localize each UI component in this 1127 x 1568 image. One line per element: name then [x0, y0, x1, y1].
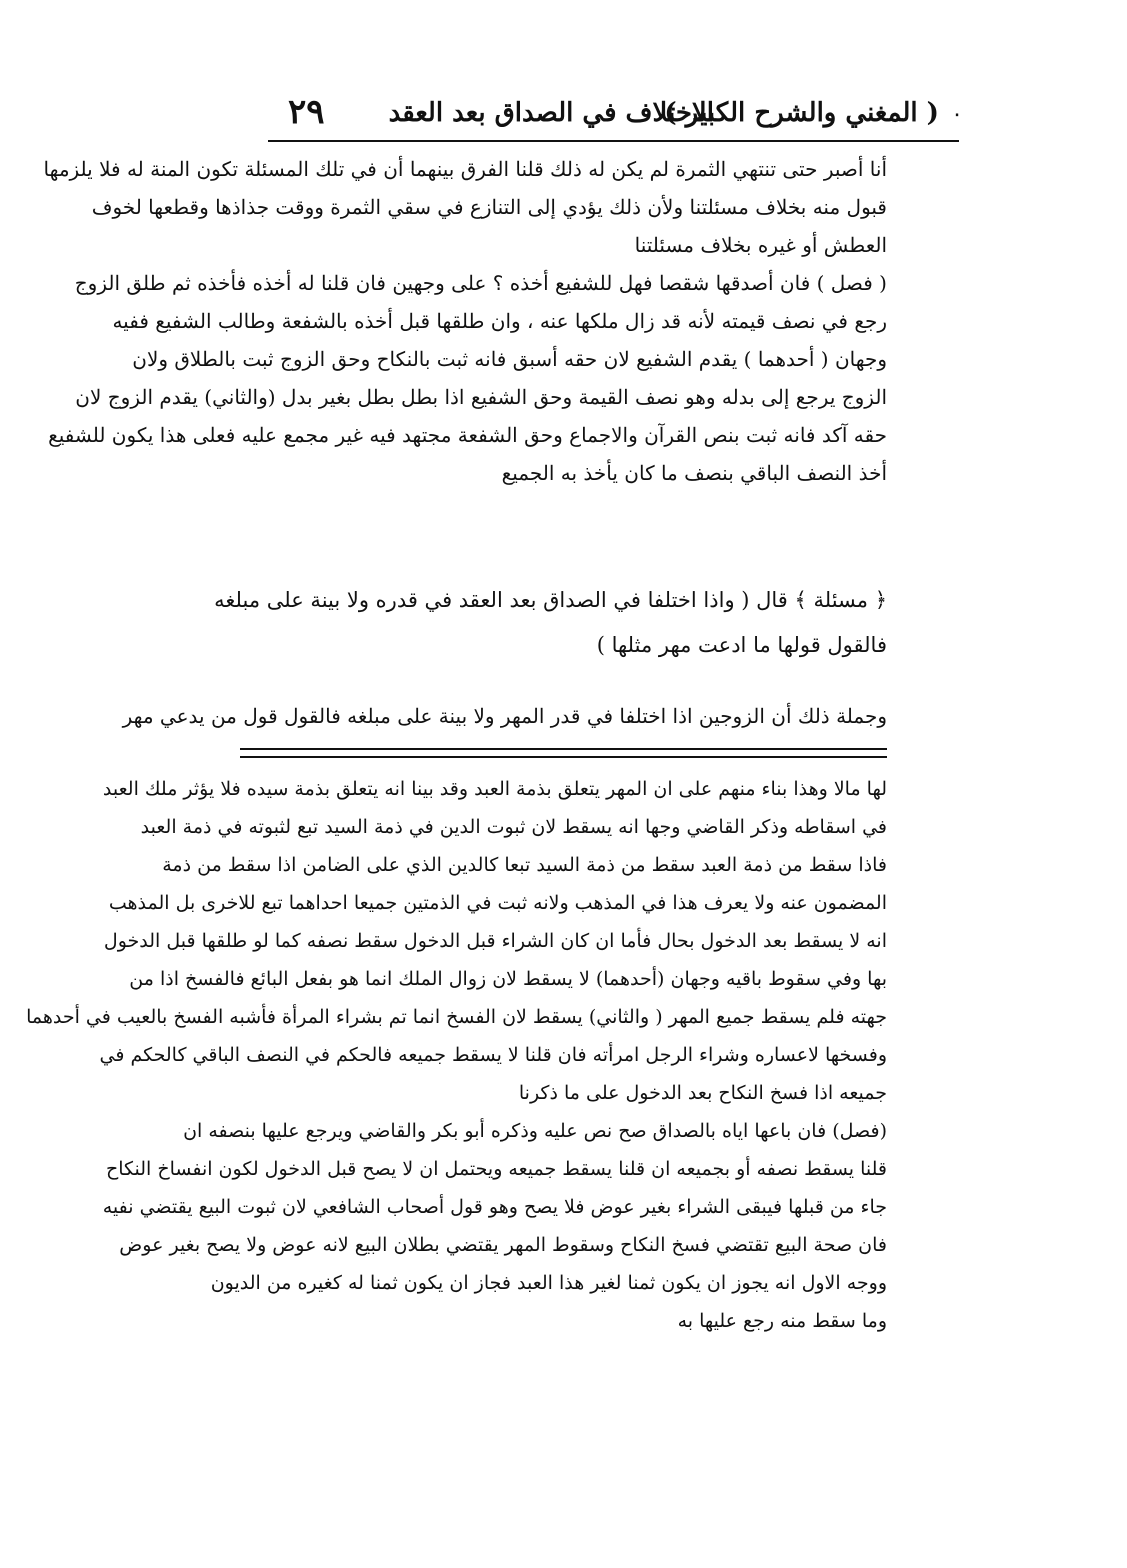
- text-line: فاذا سقط من ذمة العبد سقط من ذمة السيد تبعا كالدين الذي على الضامن اذا سقط من ذمة: [162, 854, 887, 876]
- text-line: حقه آكد فانه ثبت بنص القرآن والاجماع وحق الشفعة مجتهد فيه غير مجمع عليه فعلى هذا يكون للشفيع: [48, 423, 887, 447]
- text-line: انه لا يسقط بعد الدخول بحال فأما ان كان الشراء قبل الدخول سقط نصفه كما لو طلقها قبل الدخول: [103, 930, 887, 952]
- footnote-divider: [240, 748, 887, 750]
- text-line: وجملة ذلك أن الزوجين اذا اختلفا في قدر المهر ولا بينة على مبلغه فالقول قول من يدعي مهر: [122, 704, 887, 728]
- text-line: وفسخها لاعساره وشراء الرجل امرأته فان قلنا لا يسقط جميعه فالحكم في النصف الباقي كالحكم في: [99, 1044, 887, 1066]
- text-line: بها وفي سقوط باقيه وجهان (أحدهما) لا يسقط لان زوال الملك انما هو بفعل البائع فالفسخ اذا من: [129, 968, 887, 990]
- page-header: [268, 92, 963, 142]
- text-line: جاء من قبلها فيبقى الشراء بغير عوض فلا يصح وهو قول أصحاب الشافعي لان ثبوت البيع يقتضي نفيه: [102, 1196, 887, 1218]
- text-line: (فصل) فان باعها اياه بالصداق صح نص عليه وذكره أبو بكر والقاضي ويرجع عليها بنصفه ان: [183, 1120, 887, 1142]
- text-line: أنا أصبر حتى تنتهي الثمرة لم يكن له ذلك قلنا الفرق بينهما أن في تلك المسئلة تكون المنة له فلا يلزمها: [43, 157, 887, 181]
- text-line: جميعه اذا فسخ النكاح بعد الدخول على ما ذكرنا: [518, 1082, 887, 1104]
- text-line: الزوج يرجع إلى بدله وهو نصف القيمة وحق الشفيع اذا بطل بطل بغير بدل (والثاني) يقدم الزوج لان: [75, 385, 887, 409]
- text-line: ( فصل ) فان أصدقها شقصا فهل للشفيع أخذه ؟ على وجهين فان قلنا له أخذه فأخذه ثم طلق الزوج: [74, 271, 887, 295]
- text-line: المضمون عنه ولا يعرف هذا في المذهب ولانه ثبت في الذمتين جميعا احداهما تبع للاخرى بل المذهب: [108, 892, 887, 914]
- text-line: في اسقاطه وذكر القاضي وجها انه يسقط لان ثبوت الدين في ذمة السيد تبع لثبوته في ذمة العبد: [140, 816, 887, 838]
- text-line: وجهان ( أحدهما ) يقدم الشفيع لان حقه أسبق فانه ثبت بالنكاح وحق الزوج ثبت بالطلاق ولان: [132, 347, 887, 371]
- book-title: ( المغني والشرح الكبير ): [664, 98, 939, 128]
- page-number: ٢٩: [288, 92, 325, 132]
- chapter-title: الاختلاف في الصداق بعد العقد: [388, 98, 714, 128]
- masala-line: ﴿ مسئلة ﴾ قال ( واذا اختلفا في الصداق بعد العقد في قدره ولا بينة على مبلغه: [214, 588, 887, 612]
- text-line: جهته فلم يسقط جميع المهر ( والثاني) يسقط لان الفسخ انما تم بشراء المرأة فأشبه الفسخ بالعيب في أحدهما: [26, 1006, 887, 1028]
- text-line: العطش أو غيره بخلاف مسئلتنا: [634, 233, 887, 257]
- text-line: لها مالا وهذا بناء منهم على ان المهر يتعلق بذمة العبد وقد بينا انه يتعلق بذمة سيده فلا يؤثر ملك العبد: [102, 778, 887, 800]
- header-marker: ۰: [951, 102, 963, 127]
- masala-line: فالقول قولها ما ادعت مهر مثلها ): [596, 633, 887, 657]
- masala-statement: [214, 578, 887, 668]
- commentary-text: [26, 770, 887, 1340]
- text-line: وما سقط منه رجع عليها به: [677, 1310, 887, 1332]
- text-line: ووجه الاول انه يجوز ان يكون ثمنا لغير هذا العبد فجاز ان يكون ثمنا له كغيره من الديون: [210, 1272, 887, 1294]
- main-text: [43, 150, 887, 492]
- text-line: فان صحة البيع تقتضي فسخ النكاح وسقوط المهر يقتضي بطلان البيع لانه عوض ولا يصح بغير عوض: [119, 1234, 887, 1256]
- text-line: أخذ النصف الباقي بنصف ما كان يأخذ به الجميع: [501, 461, 887, 485]
- footnote-divider: [240, 756, 887, 758]
- text-line: رجع في نصف قيمته لأنه قد زال ملكها عنه ، وان طلقها قبل أخذه بالشفعة وطالب الشفيع ففيه: [112, 309, 887, 333]
- text-line: قلنا يسقط نصفه أو بجميعه ان قلنا يسقط جميعه ويحتمل ان لا يصح قبل الدخول لكون انفساخ النكاح: [105, 1158, 887, 1180]
- explanation-text: [122, 696, 887, 736]
- text-line: قبول منه بخلاف مسئلتنا ولأن ذلك يؤدي إلى التنازع في سقي الثمرة ووقت جذاذها وقطعها لخوف: [91, 195, 887, 219]
